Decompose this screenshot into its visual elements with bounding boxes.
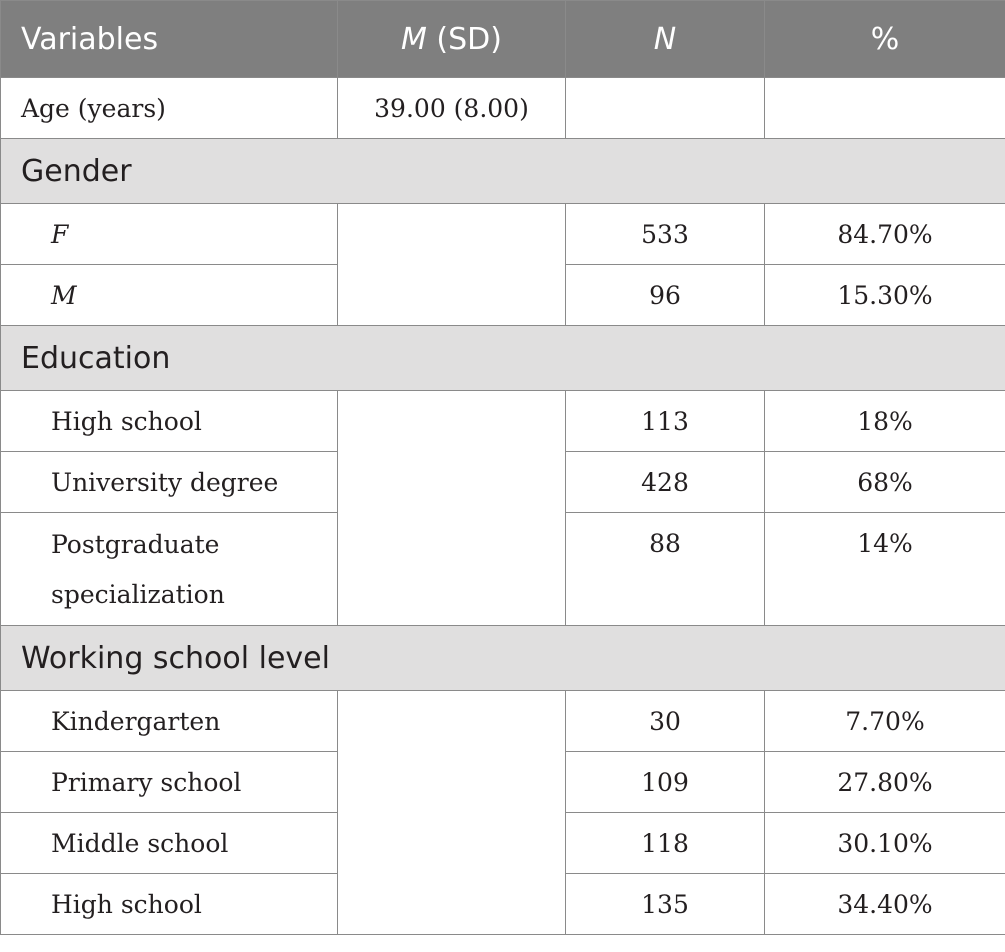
row-pct: 15.30%: [765, 265, 1005, 326]
row-pct: 30.10%: [765, 813, 1005, 874]
age-mean-sd: 39.00 (8.00): [338, 78, 566, 139]
row-n: 135: [566, 874, 765, 935]
row-n: 88: [566, 513, 765, 626]
row-label: High school: [1, 391, 338, 452]
row-pct: 34.40%: [765, 874, 1005, 935]
header-variables: Variables: [1, 1, 338, 78]
section-title: Working school level: [1, 626, 1005, 691]
age-pct: [765, 78, 1005, 139]
table-row: [1, 691, 1005, 752]
row-n: 428: [566, 452, 765, 513]
section-row-working-school-level: [1, 626, 1005, 691]
row-pct: 27.80%: [765, 752, 1005, 813]
section-row-gender: [1, 139, 1005, 204]
row-label: F: [1, 204, 338, 265]
row-label: University degree: [1, 452, 338, 513]
row-pct: 68%: [765, 452, 1005, 513]
row-pct: 84.70%: [765, 204, 1005, 265]
empty-cell: [338, 691, 566, 935]
row-n: 118: [566, 813, 765, 874]
row-label: M: [1, 265, 338, 326]
row-label: Kindergarten: [1, 691, 338, 752]
row-pct: 18%: [765, 391, 1005, 452]
row-n: 533: [566, 204, 765, 265]
header-mean-sd: [338, 1, 566, 78]
row-label: Primary school: [1, 752, 338, 813]
row-label: Middle school: [1, 813, 338, 874]
table-row: [1, 78, 1005, 139]
row-pct: 7.70%: [765, 691, 1005, 752]
row-n: 96: [566, 265, 765, 326]
header-n-symbol: N: [653, 21, 677, 57]
row-pct: 14%: [765, 513, 1005, 626]
row-label: Postgraduate specialization: [1, 513, 338, 626]
age-label: Age (years): [1, 78, 338, 139]
empty-cell: [338, 391, 566, 626]
empty-cell: [338, 204, 566, 326]
header-percent: %: [765, 1, 1005, 78]
section-title: Gender: [1, 139, 1005, 204]
table-row: [1, 204, 1005, 265]
row-n: 30: [566, 691, 765, 752]
row-label: High school: [1, 874, 338, 935]
row-n: 113: [566, 391, 765, 452]
table-row: [1, 391, 1005, 452]
age-n: [566, 78, 765, 139]
row-n: 109: [566, 752, 765, 813]
section-row-education: [1, 326, 1005, 391]
section-title: Education: [1, 326, 1005, 391]
header-n: [566, 1, 765, 78]
header-mean-symbol: M: [401, 21, 427, 57]
header-row: [1, 1, 1005, 78]
header-sd-label: (SD): [426, 21, 502, 57]
